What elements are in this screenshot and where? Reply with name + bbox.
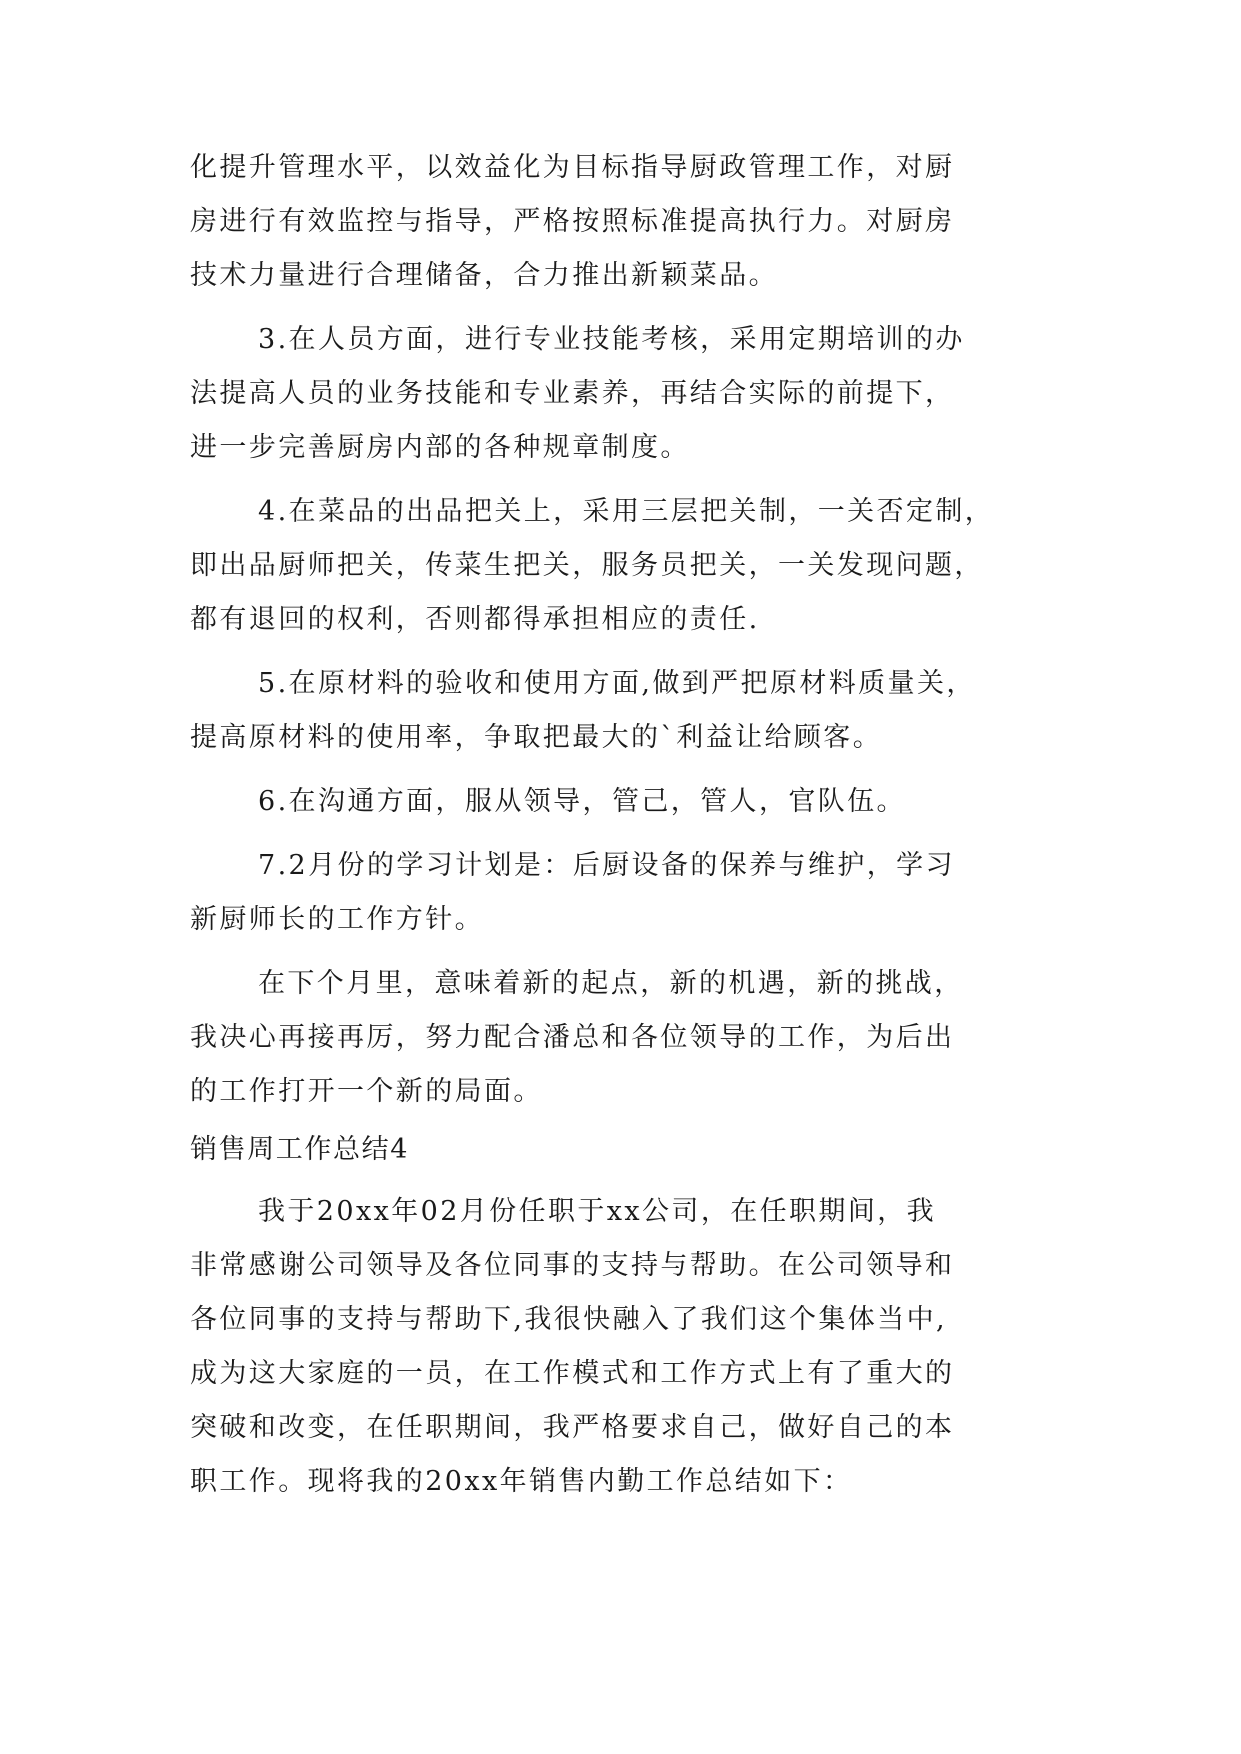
paragraph-line: 成为这大家庭的一员，在工作模式和工作方式上有了重大的 <box>190 1358 955 1389</box>
paragraph-line: 的工作打开一个新的局面。 <box>190 1076 543 1107</box>
paragraph-line: 法提高人员的业务技能和专业素养，再结合实际的前提下， <box>190 378 955 409</box>
list-item-line: 5.在原材料的验收和使用方面,做到严把原材料质量关， <box>258 668 976 699</box>
paragraph-line: 我决心再接再厉，努力配合潘总和各位领导的工作，为后出 <box>190 1022 955 1053</box>
paragraph-line: 技术力量进行合理储备，合力推出新颖菜品。 <box>190 260 778 291</box>
paragraph-line: 非常感谢公司领导及各位同事的支持与帮助。在公司领导和 <box>190 1250 955 1281</box>
paragraph-line: 我于20xx年02月份任职于xx公司，在任职期间，我 <box>258 1196 937 1227</box>
paragraph-line: 进一步完善厨房内部的各种规章制度。 <box>190 432 690 463</box>
paragraph-line: 各位同事的支持与帮助下,我很快融入了我们这个集体当中, <box>190 1304 947 1335</box>
list-item-line: 6.在沟通方面，服从领导，管己，管人，官队伍。 <box>258 786 906 817</box>
list-item-line: 4.在菜品的出品把关上，采用三层把关制，一关否定制， <box>258 496 995 527</box>
paragraph-line: 都有退回的权利，否则都得承担相应的责任. <box>190 604 760 635</box>
paragraph-line: 突破和改变，在任职期间，我严格要求自己，做好自己的本 <box>190 1412 955 1443</box>
list-item-line: 3.在人员方面，进行专业技能考核，采用定期培训的办 <box>258 324 965 355</box>
paragraph-line: 房进行有效监控与指导，严格按照标准提高执行力。对厨房 <box>190 206 955 237</box>
paragraph-line: 新厨师长的工作方针。 <box>190 904 484 935</box>
paragraph-line: 即出品厨师把关，传菜生把关，服务员把关，一关发现问题， <box>190 550 984 581</box>
paragraph-line: 在下个月里，意味着新的起点，新的机遇，新的挑战， <box>258 968 964 999</box>
paragraph-line: 提高原材料的使用率，争取把最大的`利益让给顾客。 <box>190 722 883 753</box>
paragraph-line: 化提升管理水平，以效益化为目标指导厨政管理工作，对厨 <box>190 152 955 183</box>
section-heading: 销售周工作总结4 <box>190 1134 409 1165</box>
list-item-line: 7.2月份的学习计划是：后厨设备的保养与维护，学习 <box>258 850 955 881</box>
paragraph-line: 职工作。现将我的20xx年销售内勤工作总结如下： <box>190 1466 853 1497</box>
